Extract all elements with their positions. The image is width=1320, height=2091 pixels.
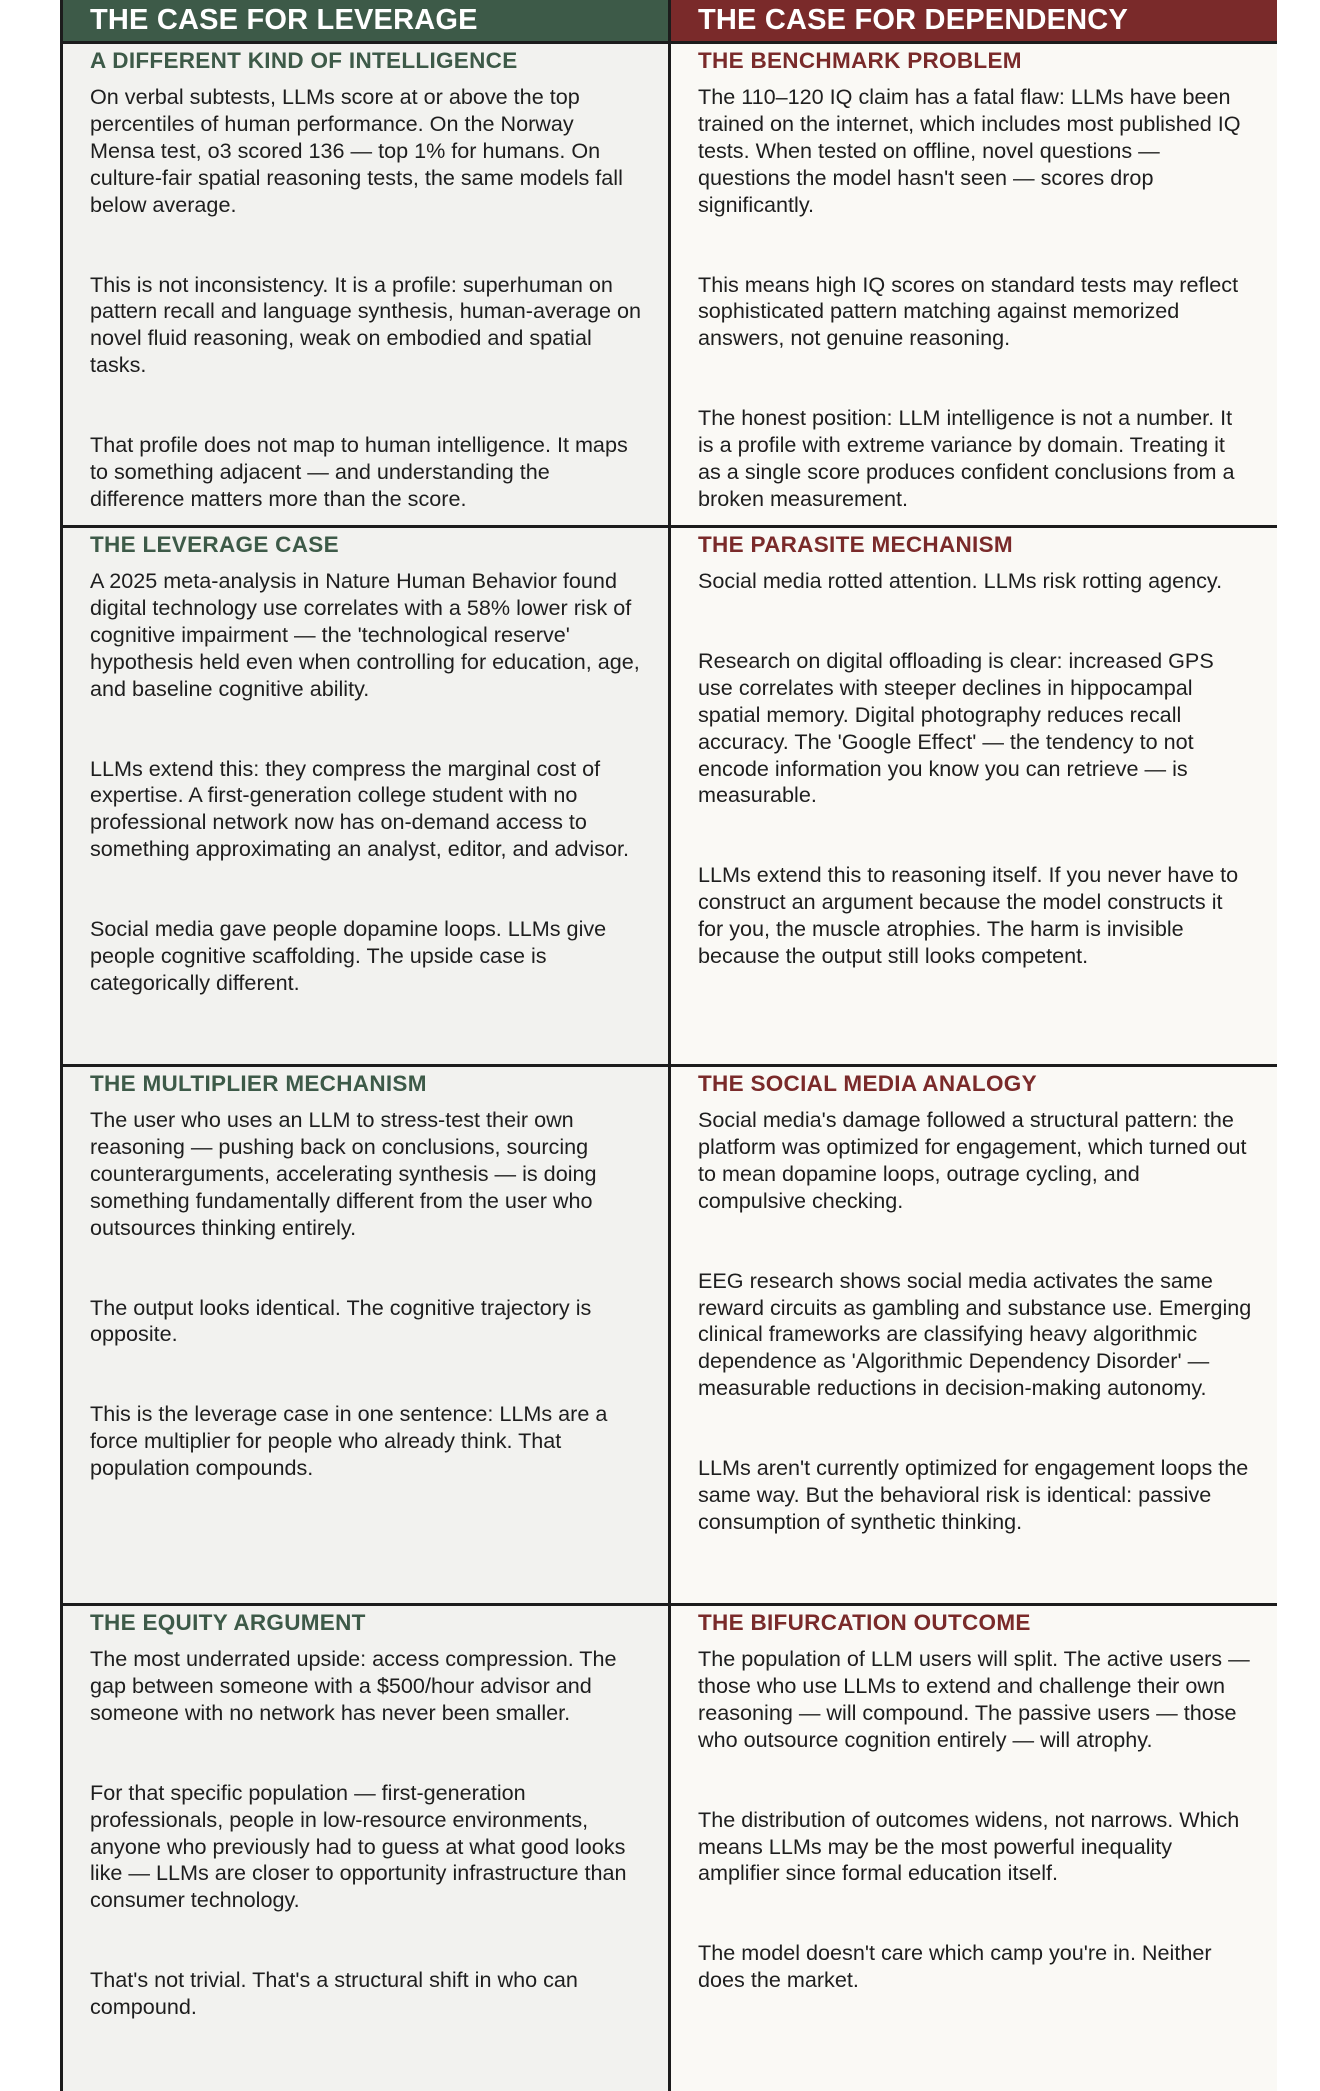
section-paragraph: The user who uses an LLM to stress-test their own reasoning — pushing back on conclusions, sourcing counterarguments, accelerating synthesis — is doing something fundamentally different from the user who outsources thinking entirely. bbox=[90, 1107, 597, 1240]
section-paragraph: This is the leverage case in one sentence: LLMs are a force multiplier for people who already think. That population compounds. bbox=[90, 1401, 608, 1481]
section-paragraph: The population of LLM users will split. The active users — those who use LLMs to extend and challenge their own reasoning — will compound. The passive users — those who outsource cognition entirely — will atrophy. bbox=[698, 1646, 1250, 1752]
section-paragraph: This means high IQ scores on standard tests may reflect sophisticated pattern matching against memorized answers, not genuine reasoning. bbox=[698, 271, 1239, 351]
section-paragraph: The honest position: LLM intelligence is not a number. It is a profile with extreme variance by domain. Treating it as a single score produces confident conclusions from a broken measurement. bbox=[698, 405, 1235, 511]
section-social-media-analogy bbox=[671, 1064, 1277, 1603]
section-parasite-mechanism bbox=[671, 525, 1277, 1064]
section-paragraph: The model doesn't care which camp you're in. Neither does the market. bbox=[698, 1940, 1212, 1993]
section-benchmark-problem bbox=[671, 41, 1277, 525]
section-paragraph: The output looks identical. The cognitive trajectory is opposite. bbox=[90, 1294, 592, 1347]
section-paragraph: LLMs extend this: they compress the marginal cost of expertise. A first-generation college student with no professional network now has on-demand access to something approximating an analyst, editor, and advisor. bbox=[90, 755, 629, 862]
section-paragraph: Social media's damage followed a structural pattern: the platform was optimized for engagement, which turned out to mean dopamine loops, outrage cycling, and compulsive checking. bbox=[698, 1107, 1247, 1213]
section-paragraph: That's not trivial. That's a structural shift in who can compound. bbox=[90, 1967, 578, 2020]
section-paragraph: A 2025 meta-analysis in Nature Human Behavior found digital technology use correlates with a 58% lower risk of cognitive impairment — the 'technological reserve' hypothesis held even when controlling for education, age, and baseline cognitive ability. bbox=[90, 568, 640, 701]
section-paragraph: This is not inconsistency. It is a profile: superhuman on pattern recall and language synthesis, human-average on novel fluid reasoning, weak on embodied and spatial tasks. bbox=[90, 271, 641, 378]
section-paragraph: Social media rotted attention. LLMs risk rotting agency. bbox=[698, 568, 1223, 593]
section-multiplier-mechanism bbox=[63, 1064, 668, 1603]
section-title: THE BIFURCATION OUTCOME bbox=[698, 1610, 1031, 1635]
section-title: THE PARASITE MECHANISM bbox=[698, 532, 1013, 557]
section-bifurcation-outcome bbox=[671, 1603, 1277, 2091]
header-dependency: THE CASE FOR DEPENDENCY bbox=[671, 0, 1277, 41]
section-paragraph: The distribution of outcomes widens, not narrows. Which means LLMs may be the most powerful inequality amplifier since formal education itself. bbox=[698, 1806, 1240, 1886]
section-paragraph: LLMs extend this to reasoning itself. If you never have to construct an argument because the model constructs it for you, the muscle atrophies. The harm is invisible because the output still looks competent. bbox=[698, 862, 1239, 969]
section-title: THE SOCIAL MEDIA ANALOGY bbox=[698, 1071, 1037, 1096]
section-title: THE BENCHMARK PROBLEM bbox=[698, 48, 1022, 73]
header-leverage: THE CASE FOR LEVERAGE bbox=[63, 0, 668, 41]
section-title: THE MULTIPLIER MECHANISM bbox=[90, 1071, 427, 1096]
section-leverage-case bbox=[63, 525, 668, 1064]
section-paragraph: LLMs aren't currently optimized for engagement loops the same way. But the behavioral risk is identical: passive consumption of synthetic thinking. bbox=[698, 1455, 1249, 1534]
section-paragraph: For that specific population — first-generation professionals, people in low-resource environments, anyone who previously had to guess at what good looks like — LLMs are closer to opportunity infrastructure than consumer technology. bbox=[90, 1779, 627, 1913]
section-paragraph: On verbal subtests, LLMs score at or above the top percentiles of human performance. On the Norway Mensa test, o3 scored 136 — top 1% for humans. On culture-fair spatial reasoning tests, the same models fall below average. bbox=[90, 84, 623, 217]
comparison-table bbox=[60, 0, 1274, 2091]
section-paragraph: EEG research shows social media activates the same reward circuits as gambling and substance use. Emerging clinical frameworks are classifying heavy algorithmic dependence as 'Algorithmic Dependency Disorder' — measurable reductions in decision-making autonomy. bbox=[698, 1267, 1252, 1401]
section-paragraph: The most underrated upside: access compression. The gap between someone with a $500/hour advisor and someone with no network has never been smaller. bbox=[90, 1646, 617, 1725]
section-paragraph: That profile does not map to human intelligence. It maps to something adjacent — and understanding the difference matters more than the score. bbox=[90, 432, 628, 511]
section-title: A DIFFERENT KIND OF INTELLIGENCE bbox=[90, 48, 518, 73]
section-paragraph: Social media gave people dopamine loops. LLMs give people cognitive scaffolding. The upside case is categorically different. bbox=[90, 916, 607, 995]
section-paragraph: Research on digital offloading is clear: increased GPS use correlates with steeper declines in hippocampal spatial memory. Digital photography reduces recall accuracy. The 'Google Effect' — the tendency to not encode information you know you can retrieve — is measurable. bbox=[698, 647, 1214, 808]
section-title: THE LEVERAGE CASE bbox=[90, 532, 339, 557]
section-equity-argument bbox=[63, 1603, 668, 2091]
section-paragraph: The 110–120 IQ claim has a fatal flaw: LLMs have been trained on the internet, which includes most published IQ tests. When tested on offline, novel questions — questions the model hasn't seen — scores drop significantly. bbox=[698, 84, 1241, 217]
section-title: THE EQUITY ARGUMENT bbox=[90, 1610, 366, 1635]
section-different-intelligence bbox=[63, 41, 668, 525]
